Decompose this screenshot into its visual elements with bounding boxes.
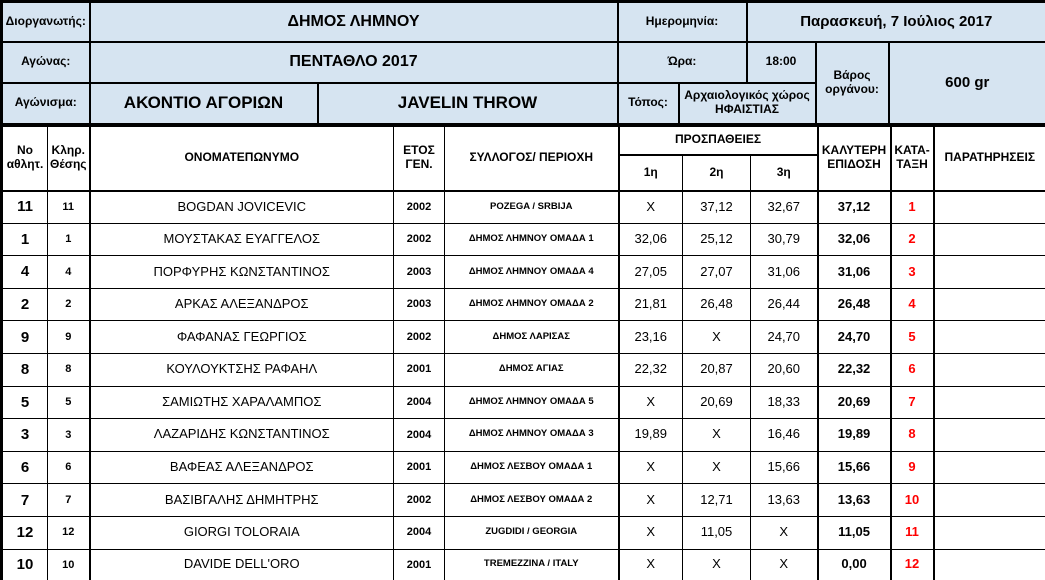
col-header-attempts: ΠΡΟΣΠΑΘΕΙΕΣ <box>619 126 818 155</box>
draw-position: 10 <box>48 549 90 580</box>
draw-position: 2 <box>48 288 90 321</box>
col-header-birth-year: ΕΤΟΣ ΓΕΝ. <box>394 126 445 191</box>
attempt-1: X <box>619 386 683 419</box>
attempt-2: X <box>683 451 751 484</box>
draw-position: 9 <box>48 321 90 354</box>
attempt-2: X <box>683 549 751 580</box>
date-label: Ημερομηνία: <box>618 2 747 42</box>
club-region: POZEGA / SRBIJA <box>445 191 619 224</box>
birth-year: 2002 <box>394 191 445 224</box>
club-region: ΔΗΜΟΣ ΛΕΣΒΟΥ ΟΜΑΔΑ 1 <box>445 451 619 484</box>
athlete-number: 12 <box>2 516 48 549</box>
results-table <box>0 125 1045 580</box>
table-row <box>2 223 1045 256</box>
athlete-name: ΛΑΖΑΡΙΔΗΣ ΚΩΝΣΤΑΝΤΙΝΟΣ <box>90 419 394 452</box>
draw-position: 7 <box>48 484 90 517</box>
draw-position: 1 <box>48 223 90 256</box>
attempt-1: 23,16 <box>619 321 683 354</box>
attempt-2: 20,69 <box>683 386 751 419</box>
table-row <box>2 549 1045 580</box>
athlete-name: ΚΟΥΛΟΥΚΤΣΗΣ ΡΑΦΑΗΛ <box>90 353 394 386</box>
draw-position: 12 <box>48 516 90 549</box>
athlete-number: 8 <box>2 353 48 386</box>
birth-year: 2004 <box>394 419 445 452</box>
attempt-3: 30,79 <box>751 223 818 256</box>
birth-year: 2003 <box>394 256 445 289</box>
athlete-number: 1 <box>2 223 48 256</box>
venue-label: Τόπος: <box>618 83 679 124</box>
attempt-2: X <box>683 419 751 452</box>
attempt-2: 37,12 <box>683 191 751 224</box>
table-row <box>2 451 1045 484</box>
col-header-club: ΣΥΛΛΟΓΟΣ/ ΠΕΡΙΟΧΗ <box>445 126 619 191</box>
rank: 7 <box>891 386 934 419</box>
athlete-number: 4 <box>2 256 48 289</box>
table-row <box>2 419 1045 452</box>
col-header-best-mark: ΚΑΛΥΤΕΡΗ ΕΠΙΔΟΣΗ <box>818 126 891 191</box>
table-row <box>2 386 1045 419</box>
rank: 6 <box>891 353 934 386</box>
athlete-number: 7 <box>2 484 48 517</box>
event-label: Αγώνισμα: <box>2 83 90 124</box>
results-header <box>2 126 1045 191</box>
remarks <box>934 419 1045 452</box>
club-region: ΔΗΜΟΣ ΛΗΜΝΟΥ ΟΜΑΔΑ 1 <box>445 223 619 256</box>
athlete-name: ΒΑΦΕΑΣ ΑΛΕΞΑΝΔΡΟΣ <box>90 451 394 484</box>
organizer-label: Διοργανωτής: <box>2 2 90 42</box>
time-label: Ώρα: <box>618 42 747 83</box>
table-row <box>2 256 1045 289</box>
time-value: 18:00 <box>747 42 816 83</box>
rank: 12 <box>891 549 934 580</box>
attempt-3: 24,70 <box>751 321 818 354</box>
remarks <box>934 321 1045 354</box>
col-header-draw-position: Κληρ. Θέσης <box>48 126 90 191</box>
club-region: TREMEZZINA / ITALY <box>445 549 619 580</box>
athlete-name: ΑΡΚΑΣ ΑΛΕΞΑΝΔΡΟΣ <box>90 288 394 321</box>
table-row <box>2 353 1045 386</box>
draw-position: 5 <box>48 386 90 419</box>
col-header-attempt-1: 1η <box>619 155 683 191</box>
event-name-english: JAVELIN THROW <box>318 83 618 124</box>
col-header-athlete-number: No αθλητ. <box>2 126 48 191</box>
attempt-3: 16,46 <box>751 419 818 452</box>
attempt-1: X <box>619 516 683 549</box>
results-body <box>2 191 1045 580</box>
athlete-number: 10 <box>2 549 48 580</box>
remarks <box>934 353 1045 386</box>
attempt-3: 20,60 <box>751 353 818 386</box>
best-mark: 20,69 <box>818 386 891 419</box>
rank: 5 <box>891 321 934 354</box>
remarks <box>934 516 1045 549</box>
organizer-value: ΔΗΜΟΣ ΛΗΜΝΟΥ <box>90 2 618 42</box>
best-mark: 0,00 <box>818 549 891 580</box>
club-region: ΔΗΜΟΣ ΑΓΙΑΣ <box>445 353 619 386</box>
birth-year: 2001 <box>394 451 445 484</box>
athlete-name: ΒΑΣΙΒΓΑΛΗΣ ΔΗΜΗΤΡΗΣ <box>90 484 394 517</box>
birth-year: 2002 <box>394 321 445 354</box>
remarks <box>934 256 1045 289</box>
athlete-number: 2 <box>2 288 48 321</box>
attempt-2: 11,05 <box>683 516 751 549</box>
club-region: ΔΗΜΟΣ ΛΕΣΒΟΥ ΟΜΑΔΑ 2 <box>445 484 619 517</box>
table-row <box>2 191 1045 224</box>
implement-weight-value: 600 gr <box>889 42 1045 124</box>
draw-position: 11 <box>48 191 90 224</box>
athlete-number: 6 <box>2 451 48 484</box>
attempt-1: X <box>619 484 683 517</box>
rank: 11 <box>891 516 934 549</box>
table-row <box>2 321 1045 354</box>
best-mark: 11,05 <box>818 516 891 549</box>
remarks <box>934 191 1045 224</box>
club-region: ΔΗΜΟΣ ΛΗΜΝΟΥ ΟΜΑΔΑ 4 <box>445 256 619 289</box>
athlete-name: ΜΟΥΣΤΑΚΑΣ ΕΥΑΓΓΕΛΟΣ <box>90 223 394 256</box>
attempt-2: 26,48 <box>683 288 751 321</box>
athlete-number: 5 <box>2 386 48 419</box>
competition-label: Αγώνας: <box>2 42 90 83</box>
attempt-2: 20,87 <box>683 353 751 386</box>
rank: 8 <box>891 419 934 452</box>
athlete-name: ΦΑΦΑΝΑΣ ΓΕΩΡΓΙΟΣ <box>90 321 394 354</box>
table-row <box>2 484 1045 517</box>
attempt-1: 27,05 <box>619 256 683 289</box>
remarks <box>934 549 1045 580</box>
rank: 2 <box>891 223 934 256</box>
birth-year: 2002 <box>394 223 445 256</box>
club-region: ΔΗΜΟΣ ΛΗΜΝΟΥ ΟΜΑΔΑ 5 <box>445 386 619 419</box>
birth-year: 2003 <box>394 288 445 321</box>
athlete-name: GIORGI TOLORAIA <box>90 516 394 549</box>
col-header-attempt-2: 2η <box>683 155 751 191</box>
rank: 4 <box>891 288 934 321</box>
athlete-name: ΠΟΡΦΥΡΗΣ ΚΩΝΣΤΑΝΤΙΝΟΣ <box>90 256 394 289</box>
rank: 1 <box>891 191 934 224</box>
athlete-number: 11 <box>2 191 48 224</box>
club-region: ZUGDIDI / GEORGIA <box>445 516 619 549</box>
implement-weight-label: Βάρος οργάνου: <box>816 42 889 124</box>
remarks <box>934 223 1045 256</box>
birth-year: 2001 <box>394 549 445 580</box>
attempt-3: X <box>751 516 818 549</box>
best-mark: 15,66 <box>818 451 891 484</box>
attempt-3: 32,67 <box>751 191 818 224</box>
table-row <box>2 288 1045 321</box>
remarks <box>934 451 1045 484</box>
attempt-1: 32,06 <box>619 223 683 256</box>
best-mark: 13,63 <box>818 484 891 517</box>
rank: 9 <box>891 451 934 484</box>
best-mark: 32,06 <box>818 223 891 256</box>
attempt-2: 27,07 <box>683 256 751 289</box>
col-header-attempt-3: 3η <box>751 155 818 191</box>
event-name-greek: ΑΚΟΝΤΙΟ ΑΓΟΡΙΩΝ <box>90 83 318 124</box>
club-region: ΔΗΜΟΣ ΛΗΜΝΟΥ ΟΜΑΔΑ 3 <box>445 419 619 452</box>
birth-year: 2004 <box>394 386 445 419</box>
attempt-3: 26,44 <box>751 288 818 321</box>
header-table <box>0 0 1045 125</box>
attempt-1: X <box>619 549 683 580</box>
remarks <box>934 386 1045 419</box>
attempt-1: X <box>619 191 683 224</box>
athlete-name: BOGDAN JOVICEVIC <box>90 191 394 224</box>
best-mark: 26,48 <box>818 288 891 321</box>
club-region: ΔΗΜΟΣ ΛΑΡΙΣΑΣ <box>445 321 619 354</box>
attempt-3: X <box>751 549 818 580</box>
birth-year: 2002 <box>394 484 445 517</box>
competition-value: ΠΕΝΤΑΘΛΟ 2017 <box>90 42 618 83</box>
athlete-number: 3 <box>2 419 48 452</box>
attempt-3: 15,66 <box>751 451 818 484</box>
best-mark: 22,32 <box>818 353 891 386</box>
best-mark: 24,70 <box>818 321 891 354</box>
venue-value: Αρχαιολογικός χώρος ΗΦΑΙΣΤΙΑΣ <box>679 83 816 124</box>
table-row <box>2 516 1045 549</box>
rank: 3 <box>891 256 934 289</box>
attempt-3: 31,06 <box>751 256 818 289</box>
attempt-1: X <box>619 451 683 484</box>
col-header-rank: ΚΑΤΑ-ΤΑΞΗ <box>891 126 934 191</box>
best-mark: 31,06 <box>818 256 891 289</box>
club-region: ΔΗΜΟΣ ΛΗΜΝΟΥ ΟΜΑΔΑ 2 <box>445 288 619 321</box>
birth-year: 2004 <box>394 516 445 549</box>
attempt-2: 12,71 <box>683 484 751 517</box>
attempt-3: 13,63 <box>751 484 818 517</box>
birth-year: 2001 <box>394 353 445 386</box>
attempt-1: 19,89 <box>619 419 683 452</box>
col-header-remarks: ΠΑΡΑΤΗΡΗΣΕΙΣ <box>934 126 1045 191</box>
attempt-2: X <box>683 321 751 354</box>
attempt-1: 22,32 <box>619 353 683 386</box>
attempt-2: 25,12 <box>683 223 751 256</box>
athlete-name: DAVIDE DELL'ORO <box>90 549 394 580</box>
athlete-name: ΣΑΜΙΩΤΗΣ ΧΑΡΑΛΑΜΠΟΣ <box>90 386 394 419</box>
attempt-3: 18,33 <box>751 386 818 419</box>
draw-position: 8 <box>48 353 90 386</box>
athlete-number: 9 <box>2 321 48 354</box>
best-mark: 37,12 <box>818 191 891 224</box>
attempt-1: 21,81 <box>619 288 683 321</box>
rank: 10 <box>891 484 934 517</box>
remarks <box>934 288 1045 321</box>
draw-position: 6 <box>48 451 90 484</box>
remarks <box>934 484 1045 517</box>
draw-position: 4 <box>48 256 90 289</box>
draw-position: 3 <box>48 419 90 452</box>
best-mark: 19,89 <box>818 419 891 452</box>
col-header-name: ΟΝΟΜΑΤΕΠΩΝΥΜΟ <box>90 126 394 191</box>
date-value: Παρασκευή, 7 Ιούλιος 2017 <box>747 2 1045 42</box>
